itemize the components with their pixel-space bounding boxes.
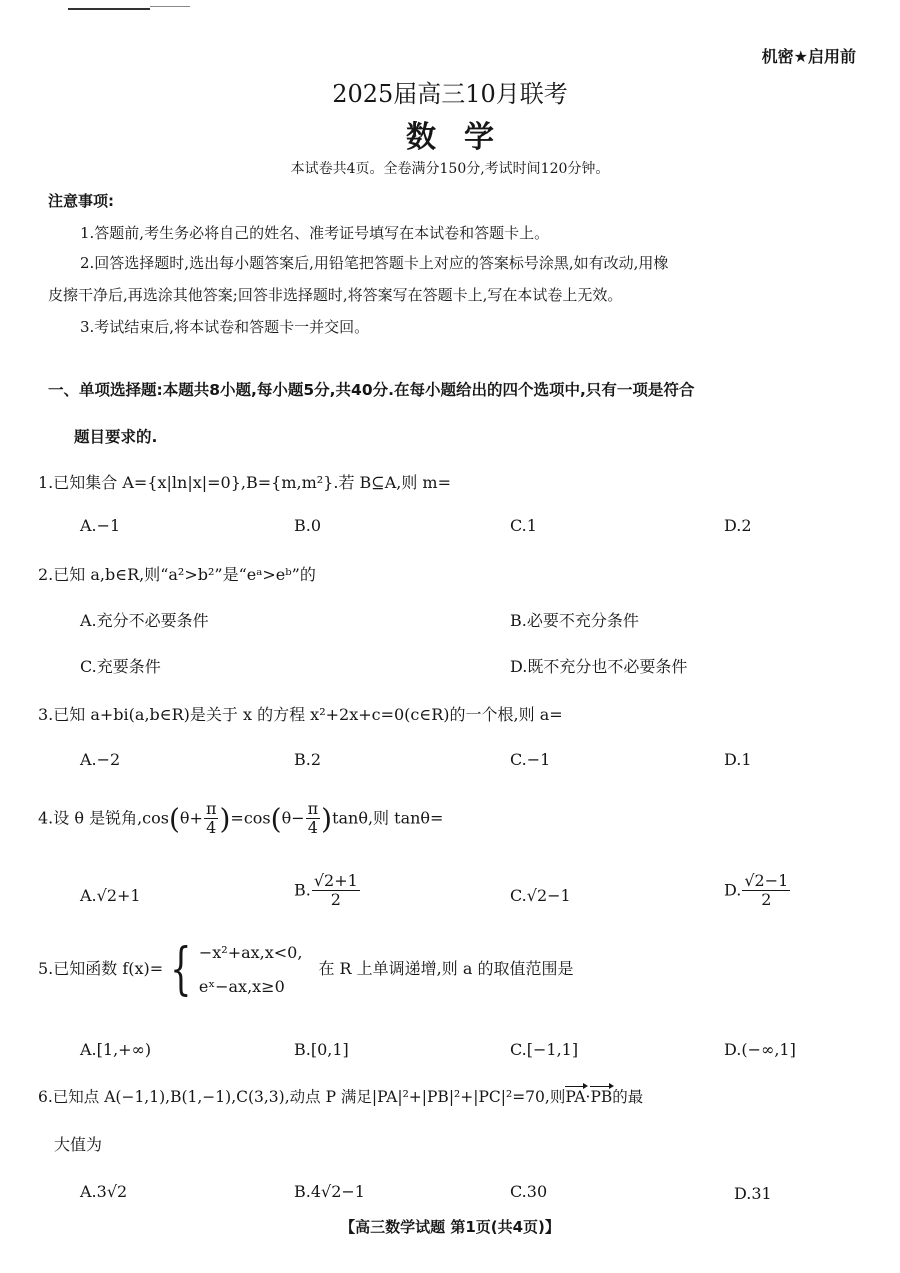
fraction-numerator: √2+1	[313, 871, 358, 890]
question-4-stem-post: tanθ,则 tanθ=	[332, 808, 444, 828]
question-1-option-d: D.2	[724, 516, 752, 535]
question-4-option-a: A.√2+1	[80, 886, 141, 905]
question-5-option-b: B.[0,1]	[294, 1040, 349, 1059]
question-6-option-d: D.31	[734, 1184, 772, 1203]
question-6-option-a: A.3√2	[80, 1182, 128, 1201]
paren-open: (	[168, 802, 180, 836]
question-3-option-a: A.−2	[80, 750, 121, 769]
piecewise-cases	[199, 936, 303, 1003]
notice-item-2-line-2: 皮擦干净后,再选涂其他答案;回答非选择题时,将答案写在答题卡上,写在本试卷上无效。	[48, 286, 623, 304]
question-6-stem-pre: 6.已知点 A(−1,1),B(1,−1),C(3,3),动点 P 满足|PA|²+|PB|²+|PC|²=70,则	[38, 1088, 566, 1106]
fraction-numerator: √2−1	[744, 871, 789, 890]
option-b-fraction	[312, 872, 360, 910]
vector-pa: PA	[565, 1088, 586, 1106]
notice-item-3: 3.考试结束后,将本试卷和答题卡一并交回。	[80, 318, 370, 336]
piecewise-case-1: −x²+ax,x<0,	[198, 943, 303, 962]
question-4-term-1: θ+	[179, 808, 203, 828]
option-d-fraction	[742, 872, 790, 910]
question-5-option-c: C.[−1,1]	[510, 1040, 579, 1059]
fraction-pi-over-4	[306, 800, 321, 838]
question-4-option-b	[294, 872, 361, 910]
option-b-prefix: B.	[294, 880, 311, 900]
question-6-stem-post: 的最	[612, 1088, 644, 1106]
question-2-stem: 2.已知 a,b∈R,则“a²>b²”是“eᵃ>eᵇ”的	[38, 565, 316, 584]
fraction-denominator: 2	[330, 890, 341, 910]
fraction-denominator: 2	[761, 890, 772, 910]
question-2-option-a: A.充分不必要条件	[80, 611, 209, 630]
exam-info: 本试卷共4页。全卷满分150分,考试时间120分钟。	[290, 161, 610, 177]
question-5-stem-pre: 5.已知函数 f(x)=	[38, 959, 164, 979]
fraction-denominator: 4	[206, 818, 217, 838]
question-6-option-b: B.4√2−1	[294, 1182, 365, 1201]
question-5-option-a: A.[1,+∞)	[80, 1040, 152, 1059]
question-4-stem-pre: 4.设 θ 是锐角,cos	[38, 808, 169, 828]
question-4-option-d	[724, 872, 791, 910]
question-1-option-c: C.1	[510, 516, 537, 535]
notice-item-1: 1.答题前,考生务必将自己的姓名、准考证号填写在本试卷和答题卡上。	[80, 224, 550, 242]
question-3-option-d: D.1	[724, 750, 752, 769]
paren-close: )	[321, 802, 333, 836]
exam-title: 2025届高三10月联考	[332, 80, 568, 108]
question-5-stem-post: 在 R 上单调递增,则 a 的取值范围是	[318, 959, 574, 979]
question-5-option-d: D.(−∞,1]	[724, 1040, 796, 1059]
top-rule-thin	[150, 6, 190, 7]
page-footer: 【高三数学试题 第1页(共4页)】	[340, 1218, 560, 1236]
question-3-option-c: C.−1	[510, 750, 551, 769]
paren-close: )	[219, 802, 231, 836]
question-4-mid: =cos	[230, 808, 271, 828]
section-heading: 一、单项选择题:本题共8小题,每小题5分,共40分.在每小题给出的四个选项中,只有一项是符合	[48, 381, 695, 399]
question-4-option-c: C.√2−1	[510, 886, 571, 905]
question-1-option-a: A.−1	[80, 516, 121, 535]
question-4-term-2: θ−	[281, 808, 305, 828]
notice-item-2-line-1: 2.回答选择题时,选出每小题答案后,用铅笔把答题卡上对应的答案标号涂黑,如有改动,用橡	[80, 254, 669, 272]
question-2-option-c: C.充要条件	[80, 657, 161, 676]
dot-operator: ·	[585, 1088, 591, 1106]
top-rule	[68, 8, 150, 10]
fraction-numerator: π	[307, 799, 319, 818]
question-1-stem: 1.已知集合 A={x|ln|x|=0},B={m,m²}.若 B⊆A,则 m=	[38, 473, 451, 492]
vector-pb: PB	[590, 1088, 613, 1106]
fraction-pi-over-4	[204, 800, 219, 838]
subject-title: 数学	[406, 120, 522, 155]
option-d-prefix: D.	[724, 880, 742, 900]
fraction-numerator: π	[205, 799, 217, 818]
paren-open: (	[270, 802, 282, 836]
question-4-stem	[38, 800, 443, 838]
fraction-denominator: 4	[307, 818, 318, 838]
question-2-option-b: B.必要不充分条件	[510, 611, 639, 630]
notice-title: 注意事项:	[48, 192, 114, 210]
section-heading-cont: 题目要求的.	[74, 428, 158, 446]
question-6-stem	[38, 1085, 643, 1107]
question-5-stem	[38, 936, 573, 1003]
question-3-stem: 3.已知 a+bi(a,b∈R)是关于 x 的方程 x²+2x+c=0(c∈R)的一个根,则 a=	[38, 705, 563, 724]
question-6-stem-line-2: 大值为	[54, 1135, 103, 1154]
question-1-option-b: B.0	[294, 516, 322, 535]
question-6-option-c: C.30	[510, 1182, 548, 1201]
left-brace: {	[170, 936, 192, 1002]
confidential-label: 机密★启用前	[761, 47, 856, 66]
question-2-option-d: D.既不充分也不必要条件	[510, 657, 688, 676]
piecewise-case-2: eˣ−ax,x≥0	[198, 976, 285, 996]
question-3-option-b: B.2	[294, 750, 322, 769]
